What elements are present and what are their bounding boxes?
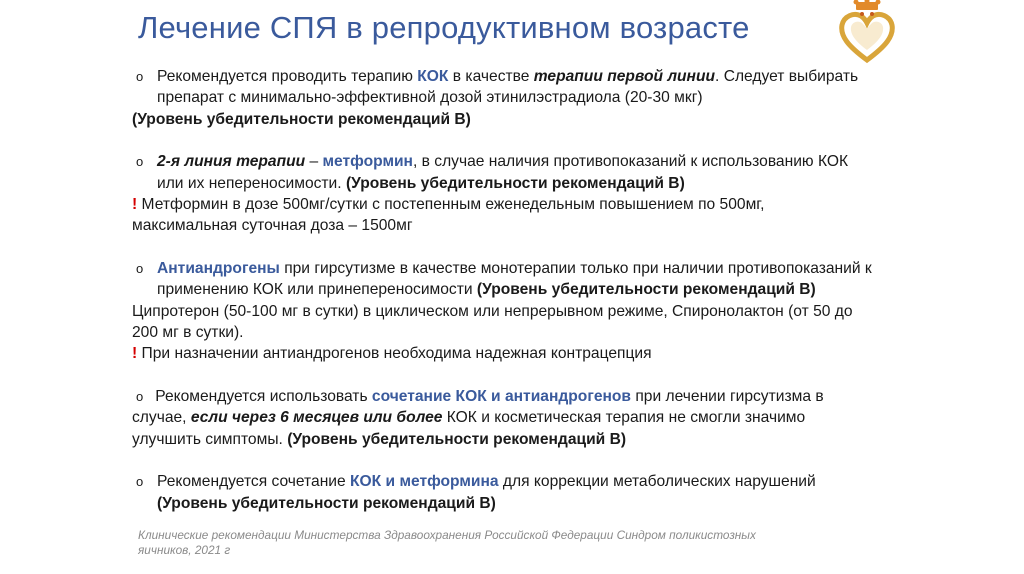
recommendation-item: o Рекомендуется проводить терапию КОК в качестве терапии первой линии. Следует выбирать препарат с минимально-эффективной дозой этинилэстрадиола (20-30 мкг) <box>136 68 859 107</box>
highlight-kok: КОК <box>417 68 449 85</box>
bullet-marker: o <box>136 260 144 276</box>
bullet-marker: o <box>136 69 144 84</box>
slide-title: Лечение СПЯ в репродуктивном возрасте <box>138 10 750 45</box>
warning-note: ! При назначении антиандрогенов необходима надежная контрацепция <box>132 345 652 363</box>
recommendation-item: o 2-я линия терапии – метформин, в случае наличия противопоказаний к использованию КОК или их непереносимости. (Уровень убедительности рекомендаций В) <box>136 153 849 192</box>
evidence-level: (Уровень убедительности рекомендаций В) <box>132 110 471 128</box>
highlight-combination: сочетание КОК и антиандрогенов <box>371 387 632 405</box>
dosage-text: Ципротерон (50-100 мг в сутки) в циклическом или непрерывном режиме, Спиронолактон (от 50 до 200 мг в сутки). <box>132 302 853 342</box>
warning-note: ! Метформин в дозе 500мг/сутки с постепенным еженедельным повышением по 500мг, максимальная суточная доза – 1500мг <box>132 196 765 235</box>
evidence-level: (Уровень убедительности рекомендаций В) <box>157 494 496 512</box>
highlight-antiandrogens: Антиандрогены <box>157 259 280 277</box>
evidence-level: (Уровень убедительности рекомендаций В) <box>476 281 816 299</box>
bullet-marker: o <box>136 474 144 490</box>
bullet-marker: o <box>136 388 144 404</box>
exclamation-icon: ! <box>132 196 138 214</box>
exclamation-icon: ! <box>132 345 138 363</box>
highlight-kok-metformin: КОК и метформина <box>350 473 499 491</box>
recommendation-item: o Антиандрогены при гирсутизме в качестве монотерапии только при наличии противопоказаний к применению КОК или принепереносимости (Уровень убедительности рекомендаций В) <box>136 259 872 299</box>
source-footnote: Клинические рекомендации Министерства Здравоохранения Российской Федерации Синдром поликистозных яичников, 2021 г <box>138 528 756 557</box>
emphasis-second-line: 2-я линия терапии <box>157 153 306 171</box>
heart-crown-logo <box>834 0 900 66</box>
emphasis-first-line: терапии первой линии <box>533 68 716 85</box>
evidence-level: (Уровень убедительности рекомендаций В) <box>345 174 685 192</box>
recommendations-body <box>132 66 872 514</box>
recommendation-item: o Рекомендуется сочетание КОК и метформина для коррекции метаболических нарушений (Уровень убедительности рекомендаций В) <box>136 473 816 512</box>
evidence-level: (Уровень убедительности рекомендаций В) <box>287 430 627 448</box>
highlight-metformin: метформин <box>322 153 413 171</box>
emphasis-six-months: если через 6 месяцев или более <box>190 409 443 427</box>
recommendation-item: o Рекомендуется использовать сочетание КОК и антиандрогенов при лечении гирсутизма в случае, если через 6 месяцев или более КОК и косметическая терапия не смогли значимо улучшить симптомы. (Уровень убедительности рекомендаций В) <box>132 387 824 448</box>
bullet-marker: o <box>136 154 144 170</box>
